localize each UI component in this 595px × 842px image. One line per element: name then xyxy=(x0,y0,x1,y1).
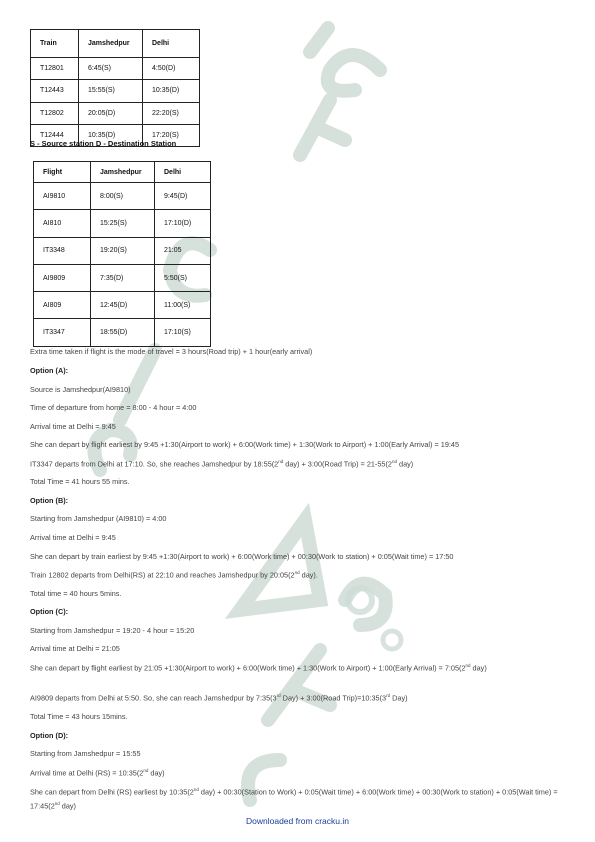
solution-line: She can depart by train earliest by 9:45 +1:30(Airport to work) + 6:00(Work time) + 00:30(Work to station) + 0:05(Wait time) = 17:50 xyxy=(30,552,454,561)
table-cell: AI810 xyxy=(34,210,91,237)
solution-line: IT3347 departs from Delhi at 17:10. So, she reaches Jamshedpur by 18:55(2nd day) + 3:00(Road Trip) = 21-55(2nd day) xyxy=(30,459,414,469)
table-cell: T12443 xyxy=(31,80,79,102)
solution-line: Arrival time at Delhi (RS) = 10:35(2nd day) xyxy=(30,768,165,778)
solution-line: She can depart from Delhi (RS) earliest by 10:35(2nd day) + 00:30(Station to Work) + 0:05(Wait time) + 6:00(Work time) + 00:30(Work to station) + 0:05(Wait time) = 17:45(2nd day) xyxy=(30,787,558,811)
table-row xyxy=(31,80,200,102)
solution-line: She can depart by flight earliest by 9:45 +1:30(Airport to work) + 6:00(Work time) + 1:30(Work to Airport) + 1:00(Early Arrival) = 19:45 xyxy=(30,440,460,449)
table-header-row xyxy=(31,30,200,58)
table-row xyxy=(34,319,211,346)
table-cell: AI809 xyxy=(34,292,91,319)
table-cell: T12801 xyxy=(31,58,79,80)
table-cell: 7:35(D) xyxy=(91,264,155,291)
table-cell: AI9810 xyxy=(34,183,91,210)
table-cell: 22:20(S) xyxy=(143,102,200,124)
table-row xyxy=(34,264,211,291)
table-row xyxy=(34,237,211,264)
solution-line: Starting from Jamshedpur = 15:55 xyxy=(30,749,141,758)
column-header: Flight xyxy=(34,162,91,183)
table-cell: 19:20(S) xyxy=(91,237,155,264)
table-cell: 17:20(S) xyxy=(143,124,200,146)
solution-line: Starting from Jamshedpur = 19:20 - 4 hour = 15:20 xyxy=(30,626,195,635)
table-cell: 18:55(D) xyxy=(91,319,155,346)
column-header: Jamshedpur xyxy=(91,162,155,183)
table-cell: 4:50(D) xyxy=(143,58,200,80)
solution-line: AI9809 departs from Delhi at 5:50. So, she can reach Jamshedpur by 7:35(3rd Day) + 3:00(Road Trip)=10:35(3rd Day) xyxy=(30,693,408,703)
option-a-heading: Option (A): xyxy=(30,366,69,375)
solution-line: Arrival time at Delhi = 9:45 xyxy=(30,533,116,542)
solution-line: Starting from Jamshedpur (AI9810) = 4:00 xyxy=(30,514,167,523)
option-b-heading: Option (B): xyxy=(30,496,69,505)
table-row xyxy=(34,183,211,210)
table-cell: 8:00(S) xyxy=(91,183,155,210)
table-cell: T12802 xyxy=(31,102,79,124)
table-cell: 6:45(S) xyxy=(79,58,143,80)
solution-line: She can depart by flight earliest by 21:05 +1:30(Airport to work) + 6:00(Work time) + 1:30(Work to Airport) + 1:00(Early Arrival) = 7:05(2nd day) xyxy=(30,663,487,673)
solution-line: Train 12802 departs from Delhi(RS) at 22:10 and reaches Jamshedpur by 20:05(2nd day). xyxy=(30,570,318,580)
table-cell: IT3347 xyxy=(34,319,91,346)
solution-line: Total time = 40 hours 5mins. xyxy=(30,589,122,598)
table-cell: T12444 xyxy=(31,124,79,146)
table-cell: IT3348 xyxy=(34,237,91,264)
table-row xyxy=(34,210,211,237)
station-legend: S - Source station D - Destination Station xyxy=(30,139,177,148)
table-row xyxy=(34,292,211,319)
solution-line: Total Time = 41 hours 55 mins. xyxy=(30,477,130,486)
solution-line: Time of departure from home = 8:00 - 4 hour = 4:00 xyxy=(30,403,197,412)
table-cell: 10:35(D) xyxy=(143,80,200,102)
option-c-heading: Option (C): xyxy=(30,607,69,616)
flight-timetable xyxy=(33,161,211,347)
table-cell: 9:45(D) xyxy=(155,183,211,210)
solution-line: Source is Jamshedpur(AI9810) xyxy=(30,385,131,394)
table-cell: AI9809 xyxy=(34,264,91,291)
table-cell: 10:35(D) xyxy=(79,124,143,146)
table-cell: 17:10(D) xyxy=(155,210,211,237)
table-row xyxy=(31,102,200,124)
solution-line: Total Time = 43 hours 15mins. xyxy=(30,712,128,721)
table-cell: 17:10(S) xyxy=(155,319,211,346)
table-cell: 21:05 xyxy=(155,237,211,264)
column-header: Delhi xyxy=(155,162,211,183)
footer-link[interactable]: Downloaded from cracku.in xyxy=(246,816,349,826)
table-cell: 5:50(S) xyxy=(155,264,211,291)
train-timetable xyxy=(30,29,200,147)
column-header: Delhi xyxy=(143,30,200,58)
table-row xyxy=(31,58,200,80)
table-cell: 11:00(S) xyxy=(155,292,211,319)
solution-line: Arrival time at Delhi = 21:05 xyxy=(30,644,120,653)
column-header: Train xyxy=(31,30,79,58)
table-cell: 12:45(D) xyxy=(91,292,155,319)
table-cell: 15:25(S) xyxy=(91,210,155,237)
table-cell: 15:55(S) xyxy=(79,80,143,102)
column-header: Jamshedpur xyxy=(79,30,143,58)
table-header-row xyxy=(34,162,211,183)
extra-time-note: Extra time taken if flight is the mode of travel = 3 hours(Road trip) + 1 hour(early arrival) xyxy=(30,347,313,356)
table-cell: 20:05(D) xyxy=(79,102,143,124)
option-d-heading: Option (D): xyxy=(30,731,69,740)
solution-line: Arrival time at Delhi = 9:45 xyxy=(30,422,116,431)
